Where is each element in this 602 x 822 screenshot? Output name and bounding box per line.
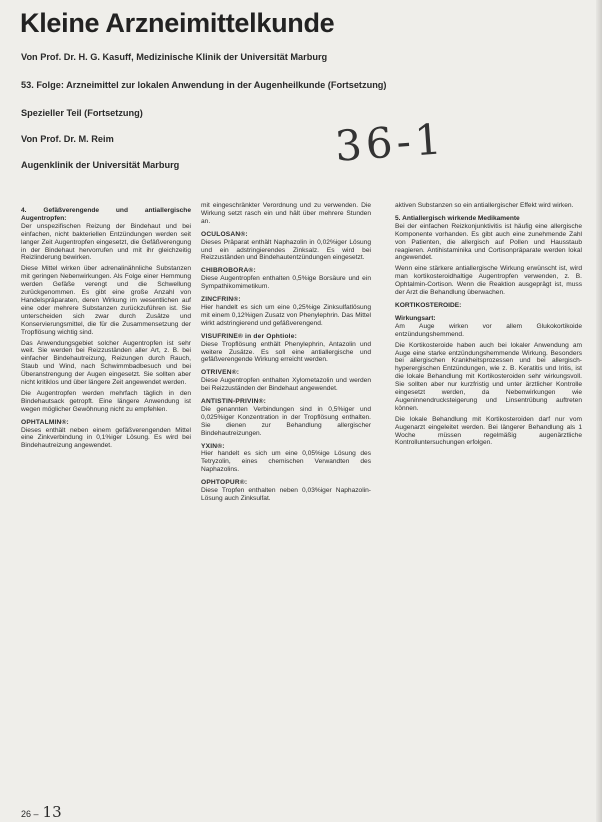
paragraph: Am Auge wirken vor allem Glukokortikoide entzündungshemmend.	[395, 322, 582, 338]
section-heading: KORTIKOSTEROIDE:	[395, 301, 462, 309]
text-column-2	[201, 202, 371, 506]
coauthor-line: Von Prof. Dr. M. Reim	[21, 134, 114, 144]
page-footer	[21, 803, 62, 821]
handwritten-mark: 36-1	[333, 114, 447, 171]
author-line: Von Prof. Dr. H. G. Kasuff, Medizinische Klinik der Universität Marburg	[21, 52, 328, 62]
paragraph: Wenn eine stärkere antiallergische Wirkung erwünscht ist, wird man kortikosteroidhaltige Augentropfen verwenden, z. B. Ophtalmin-Cortison. Wenn die Reaktion ausgeprägt ist, muss der Arzt die Behandlung überwachen.	[395, 265, 582, 297]
affiliation-line: Augenklinik der Universität Marburg	[21, 160, 180, 170]
section-heading: 5. Antiallergisch wirkende Medikamente	[395, 214, 520, 222]
paragraph: mit eingeschränkter Verordnung und zu verwenden. Die Wirkung setzt rasch ein und hält über mehrere Stunden an.	[201, 202, 371, 225]
drug-heading: CHIBROBORA®:	[201, 267, 256, 275]
subheading: Wirkungsart:	[395, 314, 436, 322]
paragraph: Diese Augentropfen enthalten Xylometazolin und werden bei Reizzuständen der Bindehaut angewendet.	[201, 377, 371, 393]
drug-heading: ANTISTIN-PRIVIN®:	[201, 398, 267, 406]
page-number: 26 –	[21, 809, 39, 819]
paragraph: Hier handelt es sich um eine 0,05%ige Lösung des Tetryzolin, eines chemischen Verwandten des Naphazolins.	[201, 450, 371, 474]
page-title: Kleine Arzneimittelkunde	[20, 8, 335, 38]
paragraph: Diese Mittel wirken über adrenalinähnliche Substanzen mit geringen Nebenwirkungen. Als Folge einer Hemmung werden Gefäße verengt und die Schwellung zurückgenommen. Es gibt eine große Anzahl von Handelspräparaten, deren Wirkung im wesentlichen auf eine oder mehrere Substanzen zurückzuführen ist. Sie unterscheiden sich zwar durch Zusätze und Konservierungsmittel, die für die Zusammensetzung der Tropflösung wichtig sind.	[21, 265, 191, 336]
paragraph: Bei der einfachen Reizkonjunktivitis ist häufig eine allergische Komponente vorhanden. Es gibt auch eine zunehmende Zahl von Patienten, die allergisch auf Pollen und Hausstaub reagieren. Antihistaminika und Cortisonpräparate werden lokal angewendet.	[395, 222, 582, 262]
page-edge-shadow	[596, 0, 602, 822]
drug-heading: OTRIVEN®:	[201, 369, 240, 377]
paragraph: Diese Tropfen enthalten neben 0,03%iger Naphazolin-Lösung auch Zinksulfat.	[201, 487, 371, 502]
paragraph: Diese Augentropfen enthalten 0,5%ige Borsäure und ein Sympathikomimetikum.	[201, 275, 371, 291]
drug-heading: OPHTOPUR®:	[201, 479, 248, 487]
paragraph: aktiven Substanzen so ein antiallergischer Effekt wird wirken.	[395, 202, 574, 209]
paragraph: Dieses enthält neben einem gefäßverengenden Mittel eine Zinkverbindung in 0,1%iger Lösung. Es wird bei Bindehautreizung angewendet.	[21, 426, 191, 450]
section-heading: 4. Gefäßverengende und antiallergische Augentropfen:	[21, 207, 191, 222]
paragraph: Dieses Präparat enthält Naphazolin in 0,02%iger Lösung und ein adstringierendes Zinksalz. Es wird bei Reizzuständen und Bindehautentzündungen eingesetzt.	[201, 238, 371, 262]
section-line: Spezieller Teil (Fortsetzung)	[21, 108, 143, 118]
drug-heading: OPHTALMIN®:	[21, 418, 69, 426]
text-column-3	[395, 202, 582, 450]
paragraph: Die Augentropfen werden mehrfach täglich in den Bindehautsack getropft. Eine längere Anwendung ist wegen möglicher Gewöhnung nicht zu empfehlen.	[21, 389, 191, 413]
drug-heading: ZINCFRIN®:	[201, 296, 241, 304]
paragraph: Hier handelt es sich um eine 0,25%ige Zinksulfatlösung mit einem 0,12%igen Zusatz von Phenylephrin. Das Mittel wirkt adstringierend und gefäßverengend.	[201, 303, 371, 327]
drug-heading: OCULOSAN®:	[201, 230, 248, 238]
series-line: 53. Folge: Arzneimittel zur lokalen Anwendung in der Augenheilkunde (Fortsetzung)	[21, 80, 387, 90]
paragraph: Die genannten Verbindungen sind in 0,5%iger und 0,025%iger Konzentration in der Tropflösung enthalten. Sie dienen zur Behandlung allergischer Bindehautreizungen.	[201, 405, 371, 437]
paragraph: Die Kortikosteroide haben auch bei lokaler Anwendung am Auge eine starke entzündungshemmende Wirkung. Besonders bei allergischen Krankheitsprozessen und bei allergisch-hyperergischen Entzündungen, wie z. B. Keratitis und Iritis, ist die lokale Behandlung mit Kortikosteroiden sehr wirkungsvoll. Sie sollten aber nur kurzfristig und unter ärztlicher Kontrolle eingesetzt werden, da Nebenwirkungen wie Augeninnendrucksteigerung und Linsentrübung auftreten können.	[395, 341, 582, 412]
paragraph: Diese Tropflösung enthält Phenylephrin, Antazolin und weitere Zusätze. Es soll eine antiallergische und gefäßverengende Wirkung erreicht werden.	[201, 340, 371, 364]
handwritten-page-number: 13	[42, 803, 62, 821]
paragraph: Das Anwendungsgebiet solcher Augentropfen ist sehr weit. Sie werden bei Reizzuständen aller Art, z. B. bei einfacher Bindehautreizung, Reizungen durch Rauch, Staub und Wind, nach Schwimmbadbesuch und bei Überanstrengung der Augen eingesetzt. Sie sollten aber nicht kritiklos und über längere Zeit angewendet werden.	[21, 339, 191, 387]
text-column-1	[21, 202, 191, 453]
paragraph: Die lokale Behandlung mit Kortikosteroiden darf nur vom Augenarzt eingeleitet werden. Bei längerer Behandlung als 1 Woche müssen regelmäßig augenärztliche Kontrolluntersuchungen erfolgen.	[395, 415, 582, 447]
paragraph: Der unspezifischen Reizung der Bindehaut und bei einfachen, nicht bakteriellen Entzündungen werden seit langer Zeit Augentropfen eingesetzt, die Gefäßverengung in der Bindehaut hervorrufen und mit ihr gleichzeitig Reizlinderung bewirken.	[21, 222, 191, 262]
drug-heading: VISUFRINE® in der Ophtiole:	[201, 332, 297, 340]
drug-heading: YXIN®:	[201, 442, 225, 450]
